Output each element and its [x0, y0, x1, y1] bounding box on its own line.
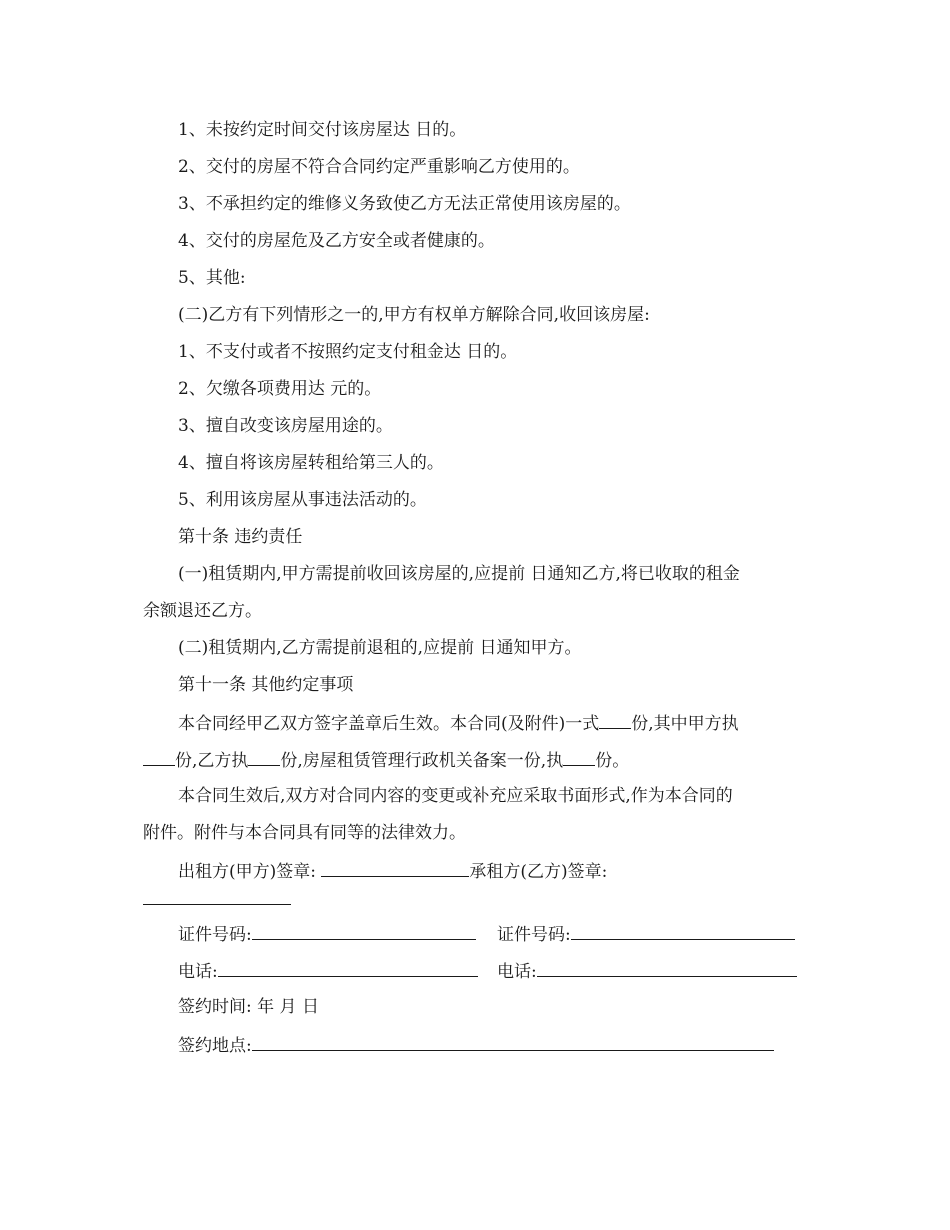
article-11-heading: 第十一条 其他约定事项	[178, 675, 354, 695]
lessee-id-label: 证件号码:	[497, 925, 571, 945]
copies-lessee-blank	[248, 747, 280, 766]
copies-clause-text-e: 份。	[595, 751, 630, 771]
signing-place-blank	[252, 1032, 774, 1051]
signing-place-label: 签约地点:	[178, 1036, 252, 1056]
lessee-breach-item-1: 1、不支付或者不按照约定支付租金达 日的。	[178, 342, 518, 362]
copies-clause-text-c: 份,乙方执	[175, 751, 249, 771]
lessee-signature-blank	[143, 886, 291, 905]
lessee-signature-row	[143, 886, 291, 912]
lessor-phone-blank	[218, 958, 478, 977]
lessee-id-row	[497, 921, 795, 947]
signing-date: 签约时间: 年 月 日	[178, 997, 319, 1017]
copies-clause-text-a: 本合同经甲乙双方签字盖章后生效。本合同(及附件)一式	[178, 714, 600, 734]
copies-clause-cont	[143, 747, 629, 773]
lessee-breach-heading: (二)乙方有下列情形之一的,甲方有权单方解除合同,收回该房屋:	[178, 305, 650, 325]
lessor-phone-label: 电话:	[178, 962, 218, 982]
article-10-clause-1-cont: 余额退还乙方。	[143, 601, 262, 621]
lessor-breach-item-4: 4、交付的房屋危及乙方安全或者健康的。	[178, 231, 495, 251]
copies-clause-text-b: 份,其中甲方执	[631, 714, 739, 734]
copies-lessor-blank	[143, 747, 175, 766]
article-10-heading: 第十条 违约责任	[178, 527, 303, 547]
article-10-clause-1: (一)租赁期内,甲方需提前收回该房屋的,应提前 日通知乙方,将已收取的租金	[178, 564, 740, 584]
lessee-phone-label: 电话:	[497, 962, 537, 982]
id-number-row	[178, 921, 476, 947]
copies-held-blank	[563, 747, 595, 766]
lessor-breach-item-5: 5、其他:	[178, 268, 246, 288]
article-10-clause-2: (二)租赁期内,乙方需提前退租的,应提前 日通知甲方。	[178, 638, 582, 658]
lessee-phone-row	[497, 958, 797, 984]
lessee-breach-item-3: 3、擅自改变该房屋用途的。	[178, 416, 393, 436]
lessee-breach-item-4: 4、擅自将该房屋转租给第三人的。	[178, 453, 444, 473]
lessee-id-blank	[571, 921, 795, 940]
lessee-breach-item-5: 5、利用该房屋从事违法活动的。	[178, 490, 427, 510]
copies-total-blank	[599, 710, 631, 729]
lessor-id-blank	[252, 921, 476, 940]
signature-row	[178, 858, 607, 884]
lessor-breach-item-3: 3、不承担约定的维修义务致使乙方无法正常使用该房屋的。	[178, 194, 631, 214]
lessee-breach-item-2: 2、欠缴各项费用达 元的。	[178, 379, 382, 399]
lessee-phone-blank	[537, 958, 797, 977]
copies-clause-text-d: 份,房屋租赁管理行政机关备案一份,执	[280, 751, 564, 771]
phone-row	[178, 958, 478, 984]
copies-clause	[178, 710, 739, 736]
amendment-clause-cont: 附件。附件与本合同具有同等的法律效力。	[143, 823, 466, 843]
lessor-signature-label: 出租方(甲方)签章:	[178, 862, 322, 882]
lessor-id-label: 证件号码:	[178, 925, 252, 945]
lessor-breach-item-2: 2、交付的房屋不符合合同约定严重影响乙方使用的。	[178, 157, 580, 177]
lessee-signature-label: 承租方(乙方)签章:	[469, 862, 608, 882]
signing-place-row	[178, 1032, 774, 1058]
amendment-clause: 本合同生效后,双方对合同内容的变更或补充应采取书面形式,作为本合同的	[178, 786, 733, 806]
lessor-breach-item-1: 1、未按约定时间交付该房屋达 日的。	[178, 120, 467, 140]
lessor-signature-blank	[321, 858, 469, 877]
